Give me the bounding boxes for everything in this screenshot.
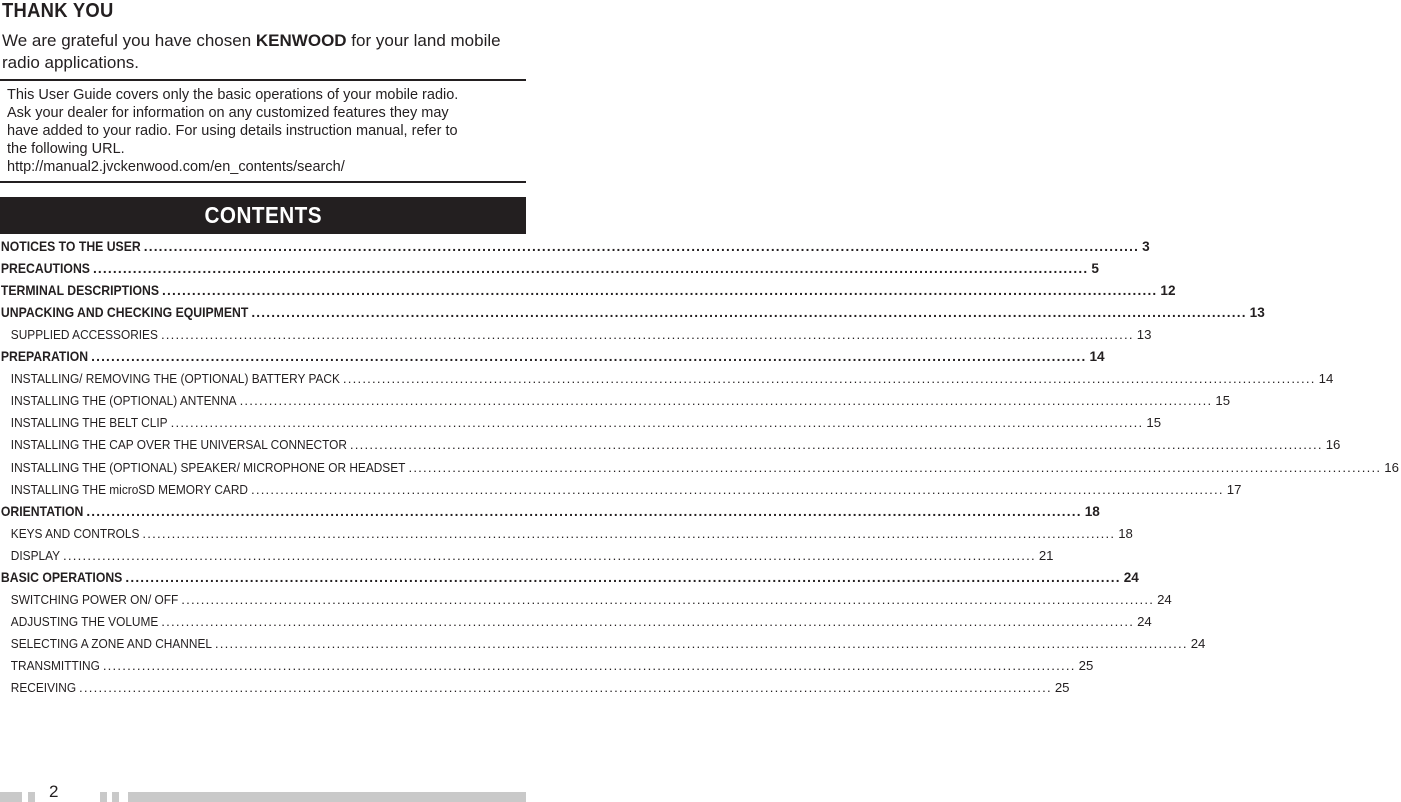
brand-name: KENWOOD xyxy=(255,31,347,50)
toc-entry-page: 24 xyxy=(1190,635,1206,651)
toc-entry[interactable] xyxy=(0,547,1054,570)
toc-leader-dots: ........................................................................................................................................................................................................ xyxy=(86,503,1082,519)
page-title: THANK YOU xyxy=(2,0,114,22)
contents-title: CONTENTS xyxy=(204,202,322,228)
toc-leader-dots: ........................................................................................................................................................................................................ xyxy=(342,371,1316,387)
toc-leader-dots: ........................................................................................................................................................................................................ xyxy=(91,349,1087,365)
toc-entry-label: INSTALLING/ REMOVING THE (OPTIONAL) BATTERY PACK xyxy=(10,371,340,387)
toc-leader-dots: ........................................................................................................................................................................................................ xyxy=(408,459,1382,475)
toc-entry-page: 21 xyxy=(1038,547,1054,563)
toc-entry[interactable] xyxy=(0,349,1105,371)
toc-leader-dots: ........................................................................................................................................................................................................ xyxy=(349,437,1323,453)
footer-bar-segment xyxy=(28,792,35,802)
toc-entry-page: 14 xyxy=(1318,371,1334,387)
toc-entry[interactable] xyxy=(0,657,1094,680)
note-box xyxy=(0,79,526,183)
toc-leader-dots: ........................................................................................................................................................................................................ xyxy=(142,525,1116,541)
toc-leader-dots: ........................................................................................................................................................................................................ xyxy=(251,305,1247,321)
toc-entry[interactable] xyxy=(0,261,1099,283)
toc-entry-label: INSTALLING THE microSD MEMORY CARD xyxy=(10,481,249,497)
intro-paragraph xyxy=(2,30,524,74)
toc-entry[interactable] xyxy=(0,415,1162,437)
toc-leader-dots: ........................................................................................................................................................................................................ xyxy=(250,481,1224,497)
toc-entry-label: TRANSMITTING xyxy=(10,657,100,673)
toc-entry-label: RECEIVING xyxy=(10,680,77,695)
toc-leader-dots: ........................................................................................................................................................................................................ xyxy=(161,613,1135,629)
intro-text-2: for your land mobile xyxy=(346,31,501,50)
footer-bar-segment xyxy=(112,792,119,802)
toc-entry[interactable] xyxy=(0,305,1265,327)
toc-entry[interactable] xyxy=(0,239,1150,261)
footer-bar-segment xyxy=(128,792,526,802)
toc-leader-dots: ........................................................................................................................................................................................................ xyxy=(214,635,1188,651)
footer-bar-segment xyxy=(0,792,22,802)
toc-entry[interactable] xyxy=(0,437,1341,459)
toc-leader-dots: ........................................................................................................................................................................................................ xyxy=(160,327,1134,343)
toc-entry-page: 14 xyxy=(1089,349,1105,365)
toc-entry-label: NOTICES TO THE USER xyxy=(0,239,141,254)
intro-text: We are grateful you have chosen xyxy=(2,31,256,50)
toc-entry-label: ORIENTATION xyxy=(0,503,84,519)
toc-entry-page: 25 xyxy=(1078,657,1094,673)
note-url[interactable]: http://manual2.jvckenwood.com/en_contents/search/ xyxy=(7,159,345,175)
toc-leader-dots: ........................................................................................................................................................................................................ xyxy=(181,591,1155,607)
toc-entry[interactable] xyxy=(0,481,1242,504)
toc-entry-label: KEYS AND CONTROLS xyxy=(10,525,140,541)
toc-entry[interactable] xyxy=(0,635,1206,658)
toc-entry-page: 25 xyxy=(1054,680,1070,695)
toc-entry-label: INSTALLING THE (OPTIONAL) ANTENNA xyxy=(10,393,237,409)
toc-entry-page: 17 xyxy=(1226,481,1242,497)
toc-entry-page: 24 xyxy=(1157,591,1172,607)
toc-leader-dots: ........................................................................................................................................................................................................ xyxy=(162,283,1158,299)
toc-leader-dots: ........................................................................................................................................................................................................ xyxy=(79,680,1052,695)
toc-entry-page: 18 xyxy=(1118,525,1133,541)
toc-entry[interactable] xyxy=(0,503,1100,526)
page-footer xyxy=(0,782,526,802)
toc-entry-label: INSTALLING THE (OPTIONAL) SPEAKER/ MICROPHONE OR HEADSET xyxy=(10,459,406,475)
note-line: This User Guide covers only the basic operations of your mobile radio. xyxy=(7,87,459,103)
toc-entry-label: SUPPLIED ACCESSORIES xyxy=(10,327,158,343)
toc-leader-dots: ........................................................................................................................................................................................................ xyxy=(125,569,1121,585)
toc-entry-page: 24 xyxy=(1123,569,1139,585)
contents-heading xyxy=(0,197,526,234)
toc-entry-page: 15 xyxy=(1146,415,1162,431)
toc-entry-label: INSTALLING THE CAP OVER THE UNIVERSAL CONNECTOR xyxy=(10,437,347,453)
footer-bar-segment xyxy=(100,792,107,802)
toc-entry-page: 24 xyxy=(1137,613,1152,629)
toc-entry-page: 13 xyxy=(1249,305,1265,321)
intro-text-3: radio applications. xyxy=(2,53,140,72)
toc-entry-page: 16 xyxy=(1384,459,1399,475)
toc-entry[interactable] xyxy=(0,327,1152,349)
page-number: 2 xyxy=(49,782,59,801)
toc-entry-page: 18 xyxy=(1084,503,1100,519)
toc-entry-label: UNPACKING AND CHECKING EQUIPMENT xyxy=(0,305,249,321)
toc-entry[interactable] xyxy=(0,613,1152,636)
toc-entry[interactable] xyxy=(0,680,1070,702)
toc-entry-label: INSTALLING THE BELT CLIP xyxy=(10,415,168,431)
toc-leader-dots: ........................................................................................................................................................................................................ xyxy=(170,415,1144,431)
toc-entry[interactable] xyxy=(0,371,1334,393)
toc-entry-page: 16 xyxy=(1325,437,1341,453)
toc-entry-label: BASIC OPERATIONS xyxy=(0,569,123,585)
toc-entry-label: TERMINAL DESCRIPTIONS xyxy=(0,283,160,299)
toc-entry[interactable] xyxy=(0,393,1231,415)
toc-entry[interactable] xyxy=(0,591,1172,614)
toc-entry-label: SWITCHING POWER ON/ OFF xyxy=(10,591,179,607)
toc-entry-page: 3 xyxy=(1142,239,1150,254)
note-line: have added to your radio. For using details instruction manual, refer to xyxy=(7,123,458,139)
toc-entry[interactable] xyxy=(0,569,1139,592)
toc-leader-dots: ........................................................................................................................................................................................................ xyxy=(143,239,1140,254)
toc-entry-label: PREPARATION xyxy=(0,349,89,365)
toc-entry-page: 5 xyxy=(1091,261,1099,277)
toc-entry-label: ADJUSTING THE VOLUME xyxy=(10,613,159,629)
toc-entry[interactable] xyxy=(0,283,1176,305)
toc-leader-dots: ........................................................................................................................................................................................................ xyxy=(92,261,1089,277)
toc-leader-dots: ........................................................................................................................................................................................................ xyxy=(239,393,1213,409)
note-line: Ask your dealer for information on any customized features they may xyxy=(7,105,449,121)
toc-entry-label: SELECTING A ZONE AND CHANNEL xyxy=(10,635,212,651)
toc-entry-label: DISPLAY xyxy=(10,547,61,563)
note-line: the following URL. xyxy=(7,141,125,157)
toc-entry-label: PRECAUTIONS xyxy=(0,261,90,277)
toc-entry-page: 15 xyxy=(1215,393,1231,409)
toc-entry[interactable] xyxy=(0,525,1133,548)
toc-leader-dots: ........................................................................................................................................................................................................ xyxy=(63,547,1036,563)
toc-entry-page: 12 xyxy=(1160,283,1176,299)
toc-leader-dots: ........................................................................................................................................................................................................ xyxy=(102,657,1076,673)
toc-entry-page: 13 xyxy=(1136,327,1152,343)
toc-entry[interactable] xyxy=(0,459,1399,482)
